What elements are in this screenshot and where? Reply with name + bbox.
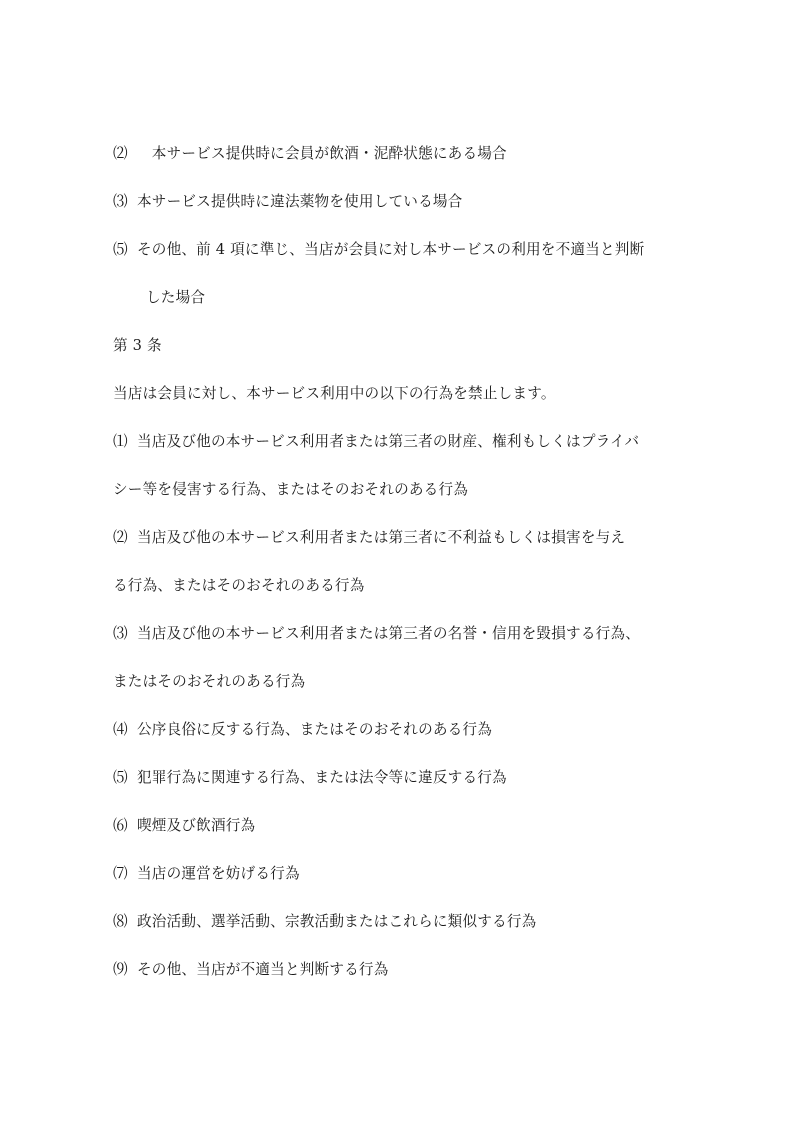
prohibited-item-1 (113, 432, 693, 452)
article-heading: 第 3 条 (113, 337, 162, 354)
item-number: ⑶ (113, 193, 128, 210)
item-number: ⑴ (113, 433, 128, 450)
item-number: ⑸ (113, 241, 128, 258)
clause-item-5 (113, 240, 693, 260)
item-number: ⑵ (113, 529, 128, 546)
item-text: 犯罪行為に関連する行為、または法令等に違反する行為 (137, 769, 507, 786)
prohibited-item-8 (113, 912, 693, 932)
prohibited-item-3 (113, 624, 693, 644)
item-number: ⑸ (113, 769, 128, 786)
prohibited-item-5 (113, 768, 693, 788)
item-text: 本サービス提供時に違法薬物を使用している場合 (137, 193, 463, 210)
item-text: 喫煙及び飲酒行為 (137, 817, 256, 834)
item-text: 当店及び他の本サービス利用者または第三者の財産、権利もしくはプライバ (137, 433, 640, 450)
item-number: ⑼ (113, 961, 128, 978)
item-number: ⑵ (113, 145, 128, 162)
item-continuation: またはそのおそれのある行為 (113, 673, 306, 690)
article-intro: 当店は会員に対し、本サービス利用中の以下の行為を禁止します。 (113, 385, 556, 402)
item-number: ⑹ (113, 817, 128, 834)
clause-item-2 (113, 144, 693, 164)
item-text: 政治活動、選挙活動、宗教活動またはこれらに類似する行為 (137, 913, 537, 930)
item-text: 当店の運営を妨げる行為 (137, 865, 300, 882)
prohibited-item-9 (113, 960, 693, 980)
item-text: その他、前 4 項に準じ、当店が会員に対し本サービスの利用を不適当と判断 (137, 241, 645, 258)
item-continuation: る行為、またはそのおそれのある行為 (113, 577, 365, 594)
item-number: ⑺ (113, 865, 128, 882)
item-number: ⑶ (113, 625, 128, 642)
prohibited-item-7 (113, 864, 693, 884)
item-continuation: した場合 (146, 289, 206, 306)
prohibited-item-6 (113, 816, 693, 836)
item-text: 当店及び他の本サービス利用者または第三者に不利益もしくは損害を与え (137, 529, 626, 546)
item-text: 本サービス提供時に会員が飲酒・泥酔状態にある場合 (137, 145, 507, 162)
prohibited-item-4 (113, 720, 693, 740)
item-text: その他、当店が不適当と判断する行為 (137, 961, 389, 978)
prohibited-item-2 (113, 528, 693, 548)
item-text: 公序良俗に反する行為、またはそのおそれのある行為 (137, 721, 493, 738)
item-number: ⑻ (113, 913, 128, 930)
item-number: ⑷ (113, 721, 128, 738)
item-text: 当店及び他の本サービス利用者または第三者の名誉・信用を毀損する行為、 (137, 625, 640, 642)
clause-item-3 (113, 192, 693, 212)
item-continuation: シー等を侵害する行為、またはそのおそれのある行為 (113, 481, 469, 498)
